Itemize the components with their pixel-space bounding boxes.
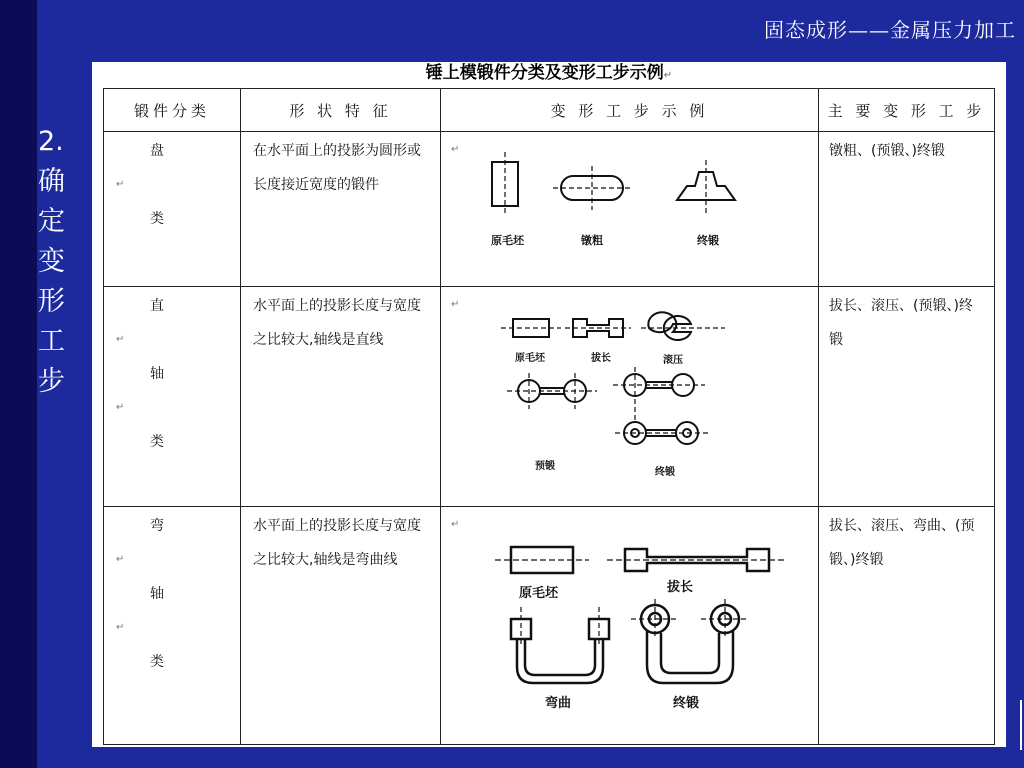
- table-row: [104, 287, 995, 507]
- section-number: 2.: [38, 126, 64, 157]
- figure-label: 预锻: [535, 461, 555, 472]
- section-char-3: 变: [38, 246, 65, 277]
- category-char: 弯: [150, 518, 164, 534]
- table-header-row: [104, 89, 995, 132]
- section-char-1: 确: [38, 166, 65, 197]
- return-mark: ↵: [116, 334, 125, 345]
- return-mark: ↵: [116, 622, 125, 633]
- feature-cell: 水平面上的投影长度与宽度之比较大,轴线是弯曲线: [241, 507, 441, 745]
- section-heading-vertical: [38, 122, 74, 402]
- return-mark: ↵: [451, 519, 460, 530]
- figure-label: 原毛坯: [519, 586, 559, 601]
- header-example: 变 形 工 步 示 例: [441, 89, 819, 132]
- header-steps: 主 要 变 形 工 步: [819, 89, 995, 132]
- return-mark: ↵: [116, 554, 125, 565]
- section-char-2: 定: [38, 206, 65, 237]
- return-mark: ↵: [451, 144, 460, 155]
- figure-label: 拔长: [591, 353, 611, 364]
- category-char: 类: [150, 654, 164, 670]
- figure-label: 滚压: [663, 355, 683, 366]
- feature-cell: 水平面上的投影长度与宽度之比较大,轴线是直线: [241, 287, 441, 507]
- forging-classification-table: [103, 88, 995, 745]
- category-char: 盘: [150, 143, 164, 159]
- figure-label: 原毛坯: [491, 234, 524, 247]
- steps-cell: 拔长、滚压、(预锻、)终锻: [819, 287, 995, 507]
- category-char: 类: [150, 434, 164, 450]
- category-char: 类: [150, 211, 164, 227]
- figure-label: 终锻: [655, 467, 675, 478]
- slide-header-title: 固态成形——金属压力加工: [764, 18, 1016, 42]
- return-mark: ↵: [116, 402, 125, 413]
- section-char-5: 工: [38, 326, 65, 357]
- return-mark: ↵: [451, 299, 460, 310]
- category-cell: [104, 132, 241, 287]
- figure-label: 原毛坯: [515, 353, 545, 364]
- table-title-text: 锤上模锻件分类及变形工步示例: [425, 63, 664, 83]
- right-edge-line: [1020, 700, 1022, 750]
- steps-cell: 镦粗、(预锻、)终锻: [819, 132, 995, 287]
- feature-cell: 在水平面上的投影为圆形或长度接近宽度的锻件: [241, 132, 441, 287]
- category-cell: [104, 287, 241, 507]
- disc-forging-diagram: [441, 132, 819, 287]
- figure-label: 终锻: [697, 234, 719, 247]
- table-row: [104, 507, 995, 745]
- table-row: [104, 132, 995, 287]
- return-mark: ↵: [116, 179, 125, 190]
- figure-cell-bent: [441, 507, 819, 745]
- category-char: 轴: [150, 586, 164, 602]
- figure-label: 终锻: [673, 696, 700, 711]
- rolling-shape: [648, 312, 691, 340]
- category-char: 直: [150, 298, 164, 314]
- category-cell: [104, 507, 241, 745]
- left-accent-bar: [0, 0, 37, 768]
- figure-label: 镦粗: [581, 234, 603, 247]
- return-mark: ↵: [663, 70, 673, 81]
- straight-shaft-diagram: [441, 287, 819, 507]
- category-char: 轴: [150, 366, 164, 382]
- bent-shaft-diagram: [441, 507, 819, 745]
- figure-cell-disc: [441, 132, 819, 287]
- section-char-4: 形: [38, 286, 65, 317]
- header-feature: 形 状 特 征: [241, 89, 441, 132]
- figure-label: 弯曲: [545, 696, 572, 711]
- table-image-panel: [92, 62, 1006, 747]
- header-category: 锻件分类: [104, 89, 241, 132]
- steps-cell: 拔长、滚压、弯曲、(预锻、)终锻: [819, 507, 995, 745]
- section-char-6: 步: [38, 366, 65, 397]
- figure-label: 拔长: [667, 580, 694, 595]
- figure-cell-straight: [441, 287, 819, 507]
- table-title: [92, 58, 1006, 83]
